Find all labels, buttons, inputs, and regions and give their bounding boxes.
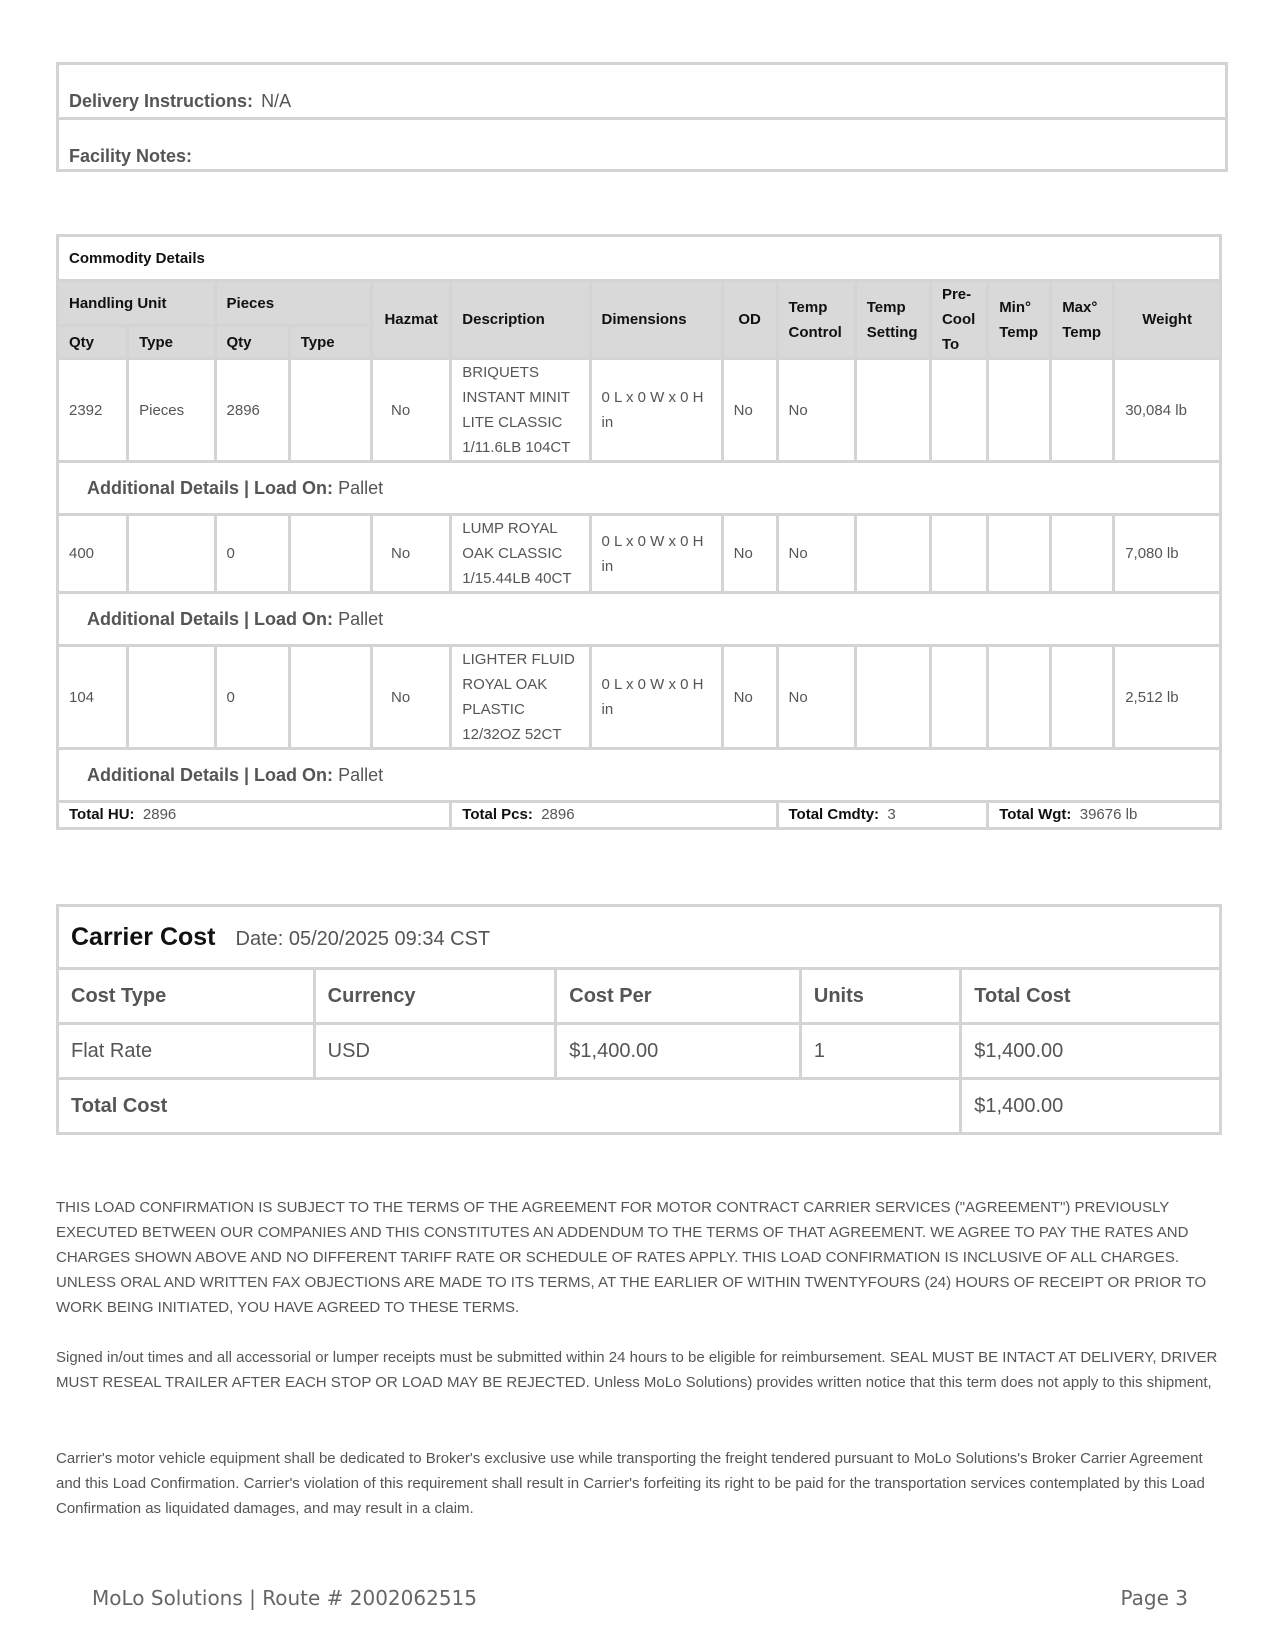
total-hu [58, 802, 451, 829]
totals-row [58, 802, 1221, 829]
total-cost-cell: $1,400.00 [961, 1024, 1221, 1079]
weight-cell: 2,512 lb [1114, 646, 1221, 749]
precool-cell [930, 359, 987, 462]
pc-type-cell [289, 515, 371, 593]
header-hu-qty: Qty [58, 326, 128, 359]
hu-type-cell [128, 515, 215, 593]
pc-qty-cell: 0 [215, 515, 289, 593]
total-wgt-value: 39676 lb [1079, 806, 1138, 823]
delivery-instructions-value: N/A [261, 91, 292, 111]
description-cell: BRIQUETS INSTANT MINIT LITE CLASSIC 1/11.6LB 104CT [451, 359, 590, 462]
commodity-title: Commodity Details [58, 236, 1221, 281]
header-temp-control: Temp Control [777, 281, 855, 359]
delivery-instructions-row [59, 65, 1225, 117]
cost-type-header: Cost Type [58, 969, 315, 1024]
additional-details-label: Additional Details | Load On: [87, 764, 334, 785]
total-pcs-label: Total Pcs: [462, 806, 533, 823]
cost-per-header: Cost Per [556, 969, 801, 1024]
temp-setting-cell [855, 359, 930, 462]
min-temp-cell [988, 515, 1051, 593]
delivery-instructions-label: Delivery Instructions: [69, 91, 254, 111]
table-row [58, 515, 1221, 593]
total-cost-header: Total Cost [961, 969, 1221, 1024]
max-temp-cell [1051, 515, 1114, 593]
od-cell: No [722, 359, 777, 462]
temp-setting-cell [855, 515, 930, 593]
total-hu-value: 2896 [142, 806, 177, 823]
total-hu-label: Total HU: [69, 806, 135, 823]
load-on-value: Pallet [338, 477, 384, 498]
temp-control-cell: No [777, 359, 855, 462]
hazmat-cell: No [372, 359, 451, 462]
total-cmdty-label: Total Cmdty: [788, 806, 880, 823]
header-precool: Pre-Cool To [930, 281, 987, 359]
cost-per-cell: $1,400.00 [556, 1024, 801, 1079]
header-hu-type: Type [128, 326, 215, 359]
dimensions-cell: 0 L x 0 W x 0 H in [590, 515, 722, 593]
total-cost-label: Total Cost [58, 1079, 961, 1134]
header-dimensions: Dimensions [590, 281, 722, 359]
additional-details-label: Additional Details | Load On: [87, 477, 334, 498]
carrier-cost-header [58, 906, 1221, 969]
header-description: Description [451, 281, 590, 359]
pc-qty-cell: 0 [215, 646, 289, 749]
terms-paragraph-3: Carrier's motor vehicle equipment shall be dedicated to Broker's exclusive use while transporting the freight tendered pursuant to MoLo Solutions's Broker Carrier Agreement and this Load Confirmation. Carrier's violation of this requirement shall result in Carrier's forfeiting its right to be paid for the transportation services contemplated by this Load Confirmation as liquidated damages, and may result in a claim. [56, 1450, 1205, 1517]
weight-cell: 30,084 lb [1114, 359, 1221, 462]
delivery-section [56, 62, 1228, 172]
od-cell: No [722, 515, 777, 593]
additional-details-row [58, 462, 1221, 515]
total-pcs [451, 802, 777, 829]
hu-qty-cell: 104 [58, 646, 128, 749]
load-on-value: Pallet [338, 608, 384, 629]
min-temp-cell [988, 359, 1051, 462]
pc-qty-cell: 2896 [215, 359, 289, 462]
pc-type-cell [289, 359, 371, 462]
header-handling-unit: Handling Unit [58, 281, 216, 326]
header-temp-setting: Temp Setting [855, 281, 930, 359]
terms-paragraph-2: Signed in/out times and all accessorial or lumper receipts must be submitted within 24 hours to be eligible for reimbursement. SEAL MUST BE INTACT AT DELIVERY, DRIVER MUST RESEAL TRAILER AFTER EACH STOP OR LOAD MAY BE REJECTED. Unless MoLo Solutions) provides written notice that this term does not apply to this shipment, [56, 1349, 1218, 1391]
table-row [58, 1024, 1221, 1079]
precool-cell [930, 515, 987, 593]
header-min-temp: Min° Temp [988, 281, 1051, 359]
terms-paragraph-1: THIS LOAD CONFIRMATION IS SUBJECT TO THE TERMS OF THE AGREEMENT FOR MOTOR CONTRACT CARRIER SERVICES ("AGREEMENT") PREVIOUSLY EXECUTED BETWEEN OUR COMPANIES AND THIS CONSTITUTES AN ADDENDUM TO THE TERMS OF THAT AGREEMENT. WE AGREE TO PAY THE RATES AND CHARGES SHOWN ABOVE AND NO DIFFERENT TARIFF RATE OR SCHEDULE OF RATES APPLY. THIS LOAD CONFIRMATION IS INCLUSIVE OF ALL CHARGES. UNLESS ORAL AND WRITTEN FAX OBJECTIONS ARE MADE TO ITS TERMS, AT THE EARLIER OF WITHIN TWENTYFOURS (24) HOURS OF RECEIPT OR PRIOR TO WORK BEING INITIATED, YOU HAVE AGREED TO THESE TERMS. [56, 1199, 1207, 1316]
header-max-temp: Max° Temp [1051, 281, 1114, 359]
total-cmdty [777, 802, 988, 829]
pc-type-cell [289, 646, 371, 749]
total-cost-row [58, 1079, 1221, 1134]
commodity-table [56, 234, 1222, 830]
hu-qty-cell: 2392 [58, 359, 128, 462]
carrier-cost-table [56, 904, 1222, 1135]
dimensions-cell: 0 L x 0 W x 0 H in [590, 646, 722, 749]
cost-type-cell: Flat Rate [58, 1024, 315, 1079]
temp-control-cell: No [777, 515, 855, 593]
facility-notes-label: Facility Notes: [69, 146, 193, 166]
total-cost-value: $1,400.00 [961, 1079, 1221, 1134]
header-hazmat: Hazmat [372, 281, 451, 359]
header-od: OD [722, 281, 777, 359]
min-temp-cell [988, 646, 1051, 749]
total-cmdty-value: 3 [887, 806, 896, 823]
footer-route: MoLo Solutions | Route # 2002062515 [92, 1586, 477, 1610]
load-on-value: Pallet [338, 764, 384, 785]
temp-setting-cell [855, 646, 930, 749]
od-cell: No [722, 646, 777, 749]
header-weight: Weight [1114, 281, 1221, 359]
carrier-cost-date: Date: 05/20/2025 09:34 CST [235, 927, 491, 950]
table-row [58, 646, 1221, 749]
cost-header-row [58, 969, 1221, 1024]
header-pc-type: Type [289, 326, 371, 359]
table-row [58, 359, 1221, 462]
additional-details-row [58, 593, 1221, 646]
hazmat-cell: No [372, 515, 451, 593]
carrier-cost-title: Carrier Cost [71, 922, 216, 951]
units-header: Units [800, 969, 960, 1024]
weight-cell: 7,080 lb [1114, 515, 1221, 593]
footer-page-number: Page 3 [1120, 1586, 1188, 1610]
currency-cell: USD [314, 1024, 556, 1079]
hu-type-cell: Pieces [128, 359, 215, 462]
total-wgt-label: Total Wgt: [999, 806, 1072, 823]
header-pieces: Pieces [215, 281, 372, 326]
hu-qty-cell: 400 [58, 515, 128, 593]
description-cell: LUMP ROYAL OAK CLASSIC 1/15.44LB 40CT [451, 515, 590, 593]
total-pcs-value: 2896 [541, 806, 575, 823]
precool-cell [930, 646, 987, 749]
description-cell: LIGHTER FLUID ROYAL OAK PLASTIC 12/32OZ 52CT [451, 646, 590, 749]
additional-details-row [58, 749, 1221, 802]
currency-header: Currency [314, 969, 556, 1024]
temp-control-cell: No [777, 646, 855, 749]
units-cell: 1 [800, 1024, 960, 1079]
total-wgt [988, 802, 1221, 829]
dimensions-cell: 0 L x 0 W x 0 H in [590, 359, 722, 462]
facility-notes-row [59, 117, 1225, 169]
max-temp-cell [1051, 359, 1114, 462]
hu-type-cell [128, 646, 215, 749]
hazmat-cell: No [372, 646, 451, 749]
header-pc-qty: Qty [215, 326, 289, 359]
max-temp-cell [1051, 646, 1114, 749]
additional-details-label: Additional Details | Load On: [87, 608, 334, 629]
